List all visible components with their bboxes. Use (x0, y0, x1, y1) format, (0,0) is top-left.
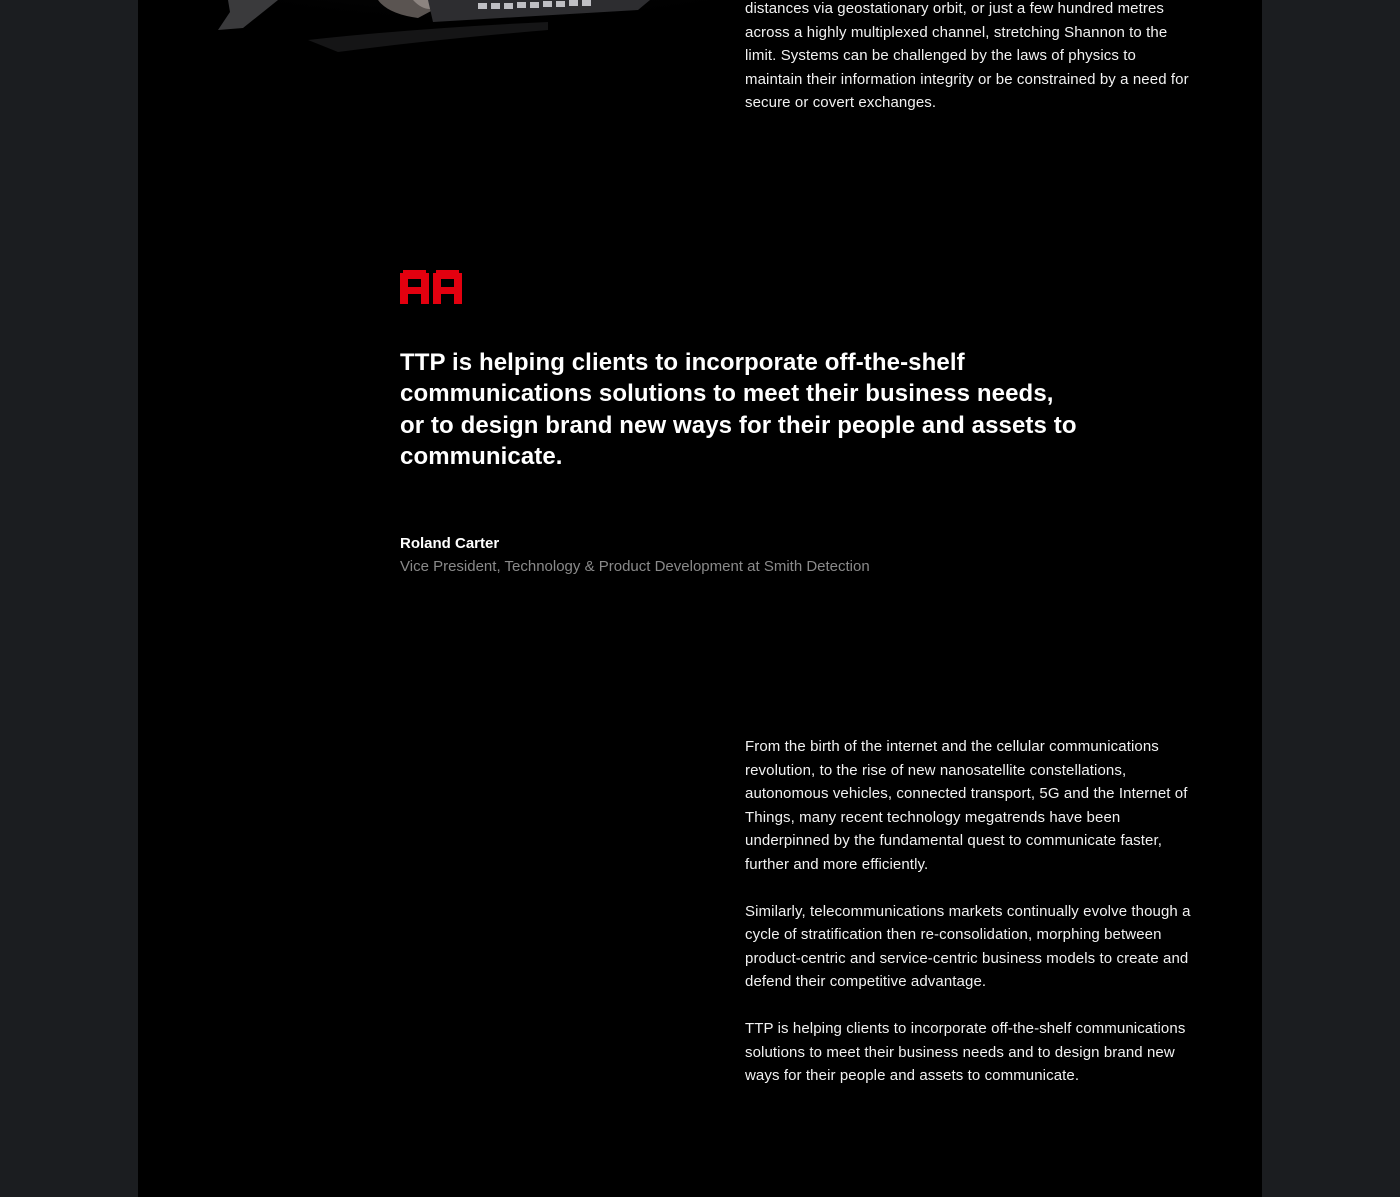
section-paragraph: Similarly, telecommunications markets continually evolve though a cycle of stratification then re-consolidation, morphing between product-centric and service-centric business models to create and defend their competitive advantage. (745, 902, 1191, 990)
testimonial-quote: TTP is helping clients to incorporate off-the-shelf communications solutions to meet their business needs, or to design brand new ways for their people and assets to communicate. (400, 349, 1077, 470)
content-panel (138, 0, 1262, 1197)
section-body (745, 735, 1197, 1088)
section-paragraph: TTP is helping clients to incorporate off-the-shelf communications solutions to meet their business needs and to design brand new ways for their people and assets to communicate. (745, 1020, 1186, 1084)
section-paragraph: From the birth of the internet and the cellular communications revolution, to the rise of new nanosatellite constellations, autonomous vehicles, connected transport, 5G and the Internet of Things, many recent technology megatrends have been underpinned by the fundamental quest to communicate faster, further and more efficiently. (745, 738, 1188, 873)
quote-icon (400, 270, 462, 304)
testimonial-author-role: Vice President, Technology & Product Development at Smith Detection (400, 558, 870, 575)
laptop-hands-image (188, 0, 748, 90)
testimonial-author-name: Roland Carter (400, 535, 500, 552)
intro-paragraph: distances via geostationary orbit, or just a few hundred metres across a highly multiplexed channel, stretching Shannon to the limit. Systems can be challenged by the laws of physics to maintain their information integrity or be constrained by a need for secure or covert exchanges. (745, 0, 1189, 111)
